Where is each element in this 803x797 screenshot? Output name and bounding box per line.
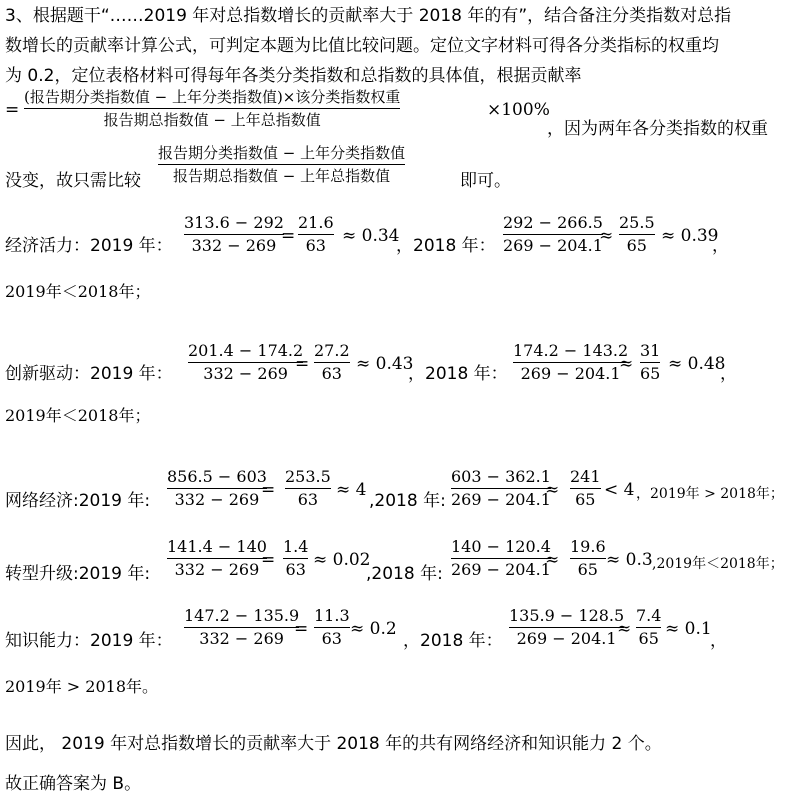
numerator: 135.9 − 128.5: [509, 606, 625, 625]
numerator: 147.2 − 135.9: [184, 606, 300, 625]
result-2019: ≈ 0.02: [313, 550, 371, 570]
formula2-denominator: 报告期总指数值 − 上年总指数值: [173, 167, 391, 185]
denominator: 65: [575, 490, 596, 509]
answer-text: 故正确答案为 B。: [5, 774, 142, 794]
numerator: 313.6 − 292: [184, 213, 284, 232]
denominator: 65: [638, 629, 659, 648]
denominator: 332 − 269: [174, 490, 260, 509]
relation: ≈: [545, 480, 560, 500]
numerator: 140 − 120.4: [451, 537, 551, 556]
denominator: 63: [305, 236, 326, 255]
denominator: 332 − 269: [174, 560, 260, 579]
numerator: 19.6: [570, 537, 606, 556]
formula2-before: 没变，故只需比较: [5, 171, 141, 191]
numerator: 253.5: [285, 467, 331, 486]
denominator: 63: [285, 560, 306, 579]
result-2018: ≈ 0.3: [606, 550, 653, 570]
result-2018: ≈ 0.1: [665, 619, 712, 639]
mid-label: ，2018 年：: [403, 631, 503, 651]
result-2018: ≈ 0.39: [661, 226, 719, 246]
fraction-2018-value: [570, 467, 601, 510]
row-label: 知识能力：2019 年：: [5, 631, 173, 651]
numerator: 7.4: [636, 606, 662, 625]
formula1-denominator: 报告期总指数值 − 上年总指数值: [103, 111, 321, 129]
fraction-2018-diff: [513, 341, 628, 384]
relation: =: [295, 354, 310, 374]
numerator: 603 − 362.1: [451, 467, 551, 486]
row-conclusion: 2019年＜2018年；: [5, 282, 151, 301]
numerator: 141.4 − 140: [167, 537, 267, 556]
numerator: 1.4: [283, 537, 309, 556]
fraction-2019-diff: [167, 467, 267, 510]
intro-line-3: 为 0.2，定位表格材料可得每年各类分类指数和总指数的具体值，根据贡献率: [5, 66, 582, 86]
fraction-2018-value: [570, 537, 606, 580]
relation: =: [281, 226, 296, 246]
numerator: 201.4 − 174.2: [188, 341, 304, 360]
denominator: 332 − 269: [199, 629, 284, 648]
fraction-2018-value: [640, 341, 660, 384]
relation: ≈: [599, 226, 614, 246]
fraction-2019-value: [298, 213, 334, 256]
denominator: 269 − 204.1: [516, 629, 617, 648]
numerator: 174.2 − 143.2: [513, 341, 629, 360]
result-2019: ≈ 0.34: [342, 226, 400, 246]
result-2019: ≈ 4: [336, 480, 367, 500]
fraction-2019-value: [285, 467, 331, 510]
formula1-numerator: (报告期分类指数值 − 上年分类指数值)×该分类指数权重: [24, 88, 401, 106]
denominator: 63: [321, 629, 342, 648]
denominator: 65: [577, 560, 598, 579]
fraction-2019-diff: [188, 341, 303, 384]
numerator: 21.6: [298, 213, 334, 232]
relation: ≈: [545, 550, 560, 570]
result-2019: ≈ 0.2: [350, 619, 397, 639]
fraction-2018-diff: [509, 606, 624, 649]
formula2-numerator: 报告期分类指数值 − 上年分类指数值: [158, 144, 406, 162]
denominator: 63: [321, 364, 342, 383]
mid-label: ，2018 年：: [408, 364, 508, 384]
row-end: ,2019年＜2018年；: [652, 556, 784, 572]
denominator: 332 − 269: [203, 364, 288, 383]
numerator: 25.5: [619, 213, 655, 232]
relation: =: [261, 480, 276, 500]
relation: ≈: [619, 354, 634, 374]
conclusion-text: 因此， 2019 年对总指数增长的贡献率大于 2018 年的共有网络经济和知识能力 2 个。: [5, 734, 662, 754]
row-end: ，: [720, 364, 737, 384]
mid-label: ,2018 年:: [366, 564, 443, 584]
formula2-after: 即可。: [460, 171, 511, 191]
denominator: 269 − 204.1: [520, 364, 621, 383]
row-end: ，: [710, 631, 727, 651]
mid-label: ,2018 年:: [369, 491, 446, 511]
fraction-2019-value: [283, 537, 308, 580]
row-conclusion: 2019年＜2018年；: [5, 406, 151, 425]
mid-label: ，2018 年：: [396, 236, 496, 256]
numerator: 241: [570, 467, 601, 486]
relation: =: [294, 619, 309, 639]
fraction-2019-value: [314, 341, 350, 384]
result-2018: ≈ 0.48: [668, 354, 726, 374]
row-label: 经济活力：2019 年：: [5, 236, 173, 256]
fraction-2019-diff: [184, 213, 284, 256]
fraction-2019-diff: [167, 537, 267, 580]
result-2019: ≈ 0.43: [356, 354, 414, 374]
fraction-2019-value: [314, 606, 350, 649]
relation: ≈: [617, 619, 632, 639]
row-end: ，: [712, 236, 729, 256]
result-2018: < 4: [604, 480, 635, 500]
row-label: 创新驱动：2019 年：: [5, 364, 173, 384]
fraction-2019-diff: [184, 606, 299, 649]
fraction-2018-diff: [451, 537, 551, 580]
formula1-after: ，因为两年各分类指数的权重: [547, 119, 768, 139]
denominator: 65: [626, 236, 647, 255]
formula1-equals: =: [5, 100, 20, 120]
fraction-2018-value: [619, 213, 655, 256]
formula1-fraction: [24, 87, 400, 130]
formula2-fraction: [158, 143, 405, 186]
fraction-2018-diff: [503, 213, 603, 256]
denominator: 269 − 204.1: [451, 490, 551, 509]
denominator: 269 − 204.1: [503, 236, 603, 255]
relation: =: [261, 550, 276, 570]
numerator: 292 − 266.5: [503, 213, 603, 232]
row-end: ，2019年 > 2018年；: [636, 486, 784, 502]
denominator: 269 − 204.1: [451, 560, 551, 579]
row-label: 网络经济:2019 年:: [5, 491, 151, 511]
row-conclusion: 2019年 > 2018年。: [5, 677, 159, 696]
fraction-2018-value: [636, 606, 661, 649]
numerator: 11.3: [314, 606, 350, 625]
fraction-2018-diff: [451, 467, 551, 510]
numerator: 27.2: [314, 341, 350, 360]
denominator: 332 − 269: [191, 236, 277, 255]
numerator: 856.5 − 603: [167, 467, 267, 486]
formula1-percent: ×100%: [487, 100, 550, 120]
denominator: 65: [640, 364, 661, 383]
row-label: 转型升级:2019 年:: [5, 564, 151, 584]
intro-line-1: 3、根据题干“……2019 年对总指数增长的贡献率大于 2018 年的有”，结合备注分类指数对总指: [5, 6, 732, 26]
intro-line-2: 数增长的贡献率计算公式，可判定本题为比值比较问题。定位文字材料可得各分类指标的权重均: [5, 36, 719, 56]
denominator: 63: [297, 490, 319, 509]
numerator: 31: [640, 341, 661, 360]
